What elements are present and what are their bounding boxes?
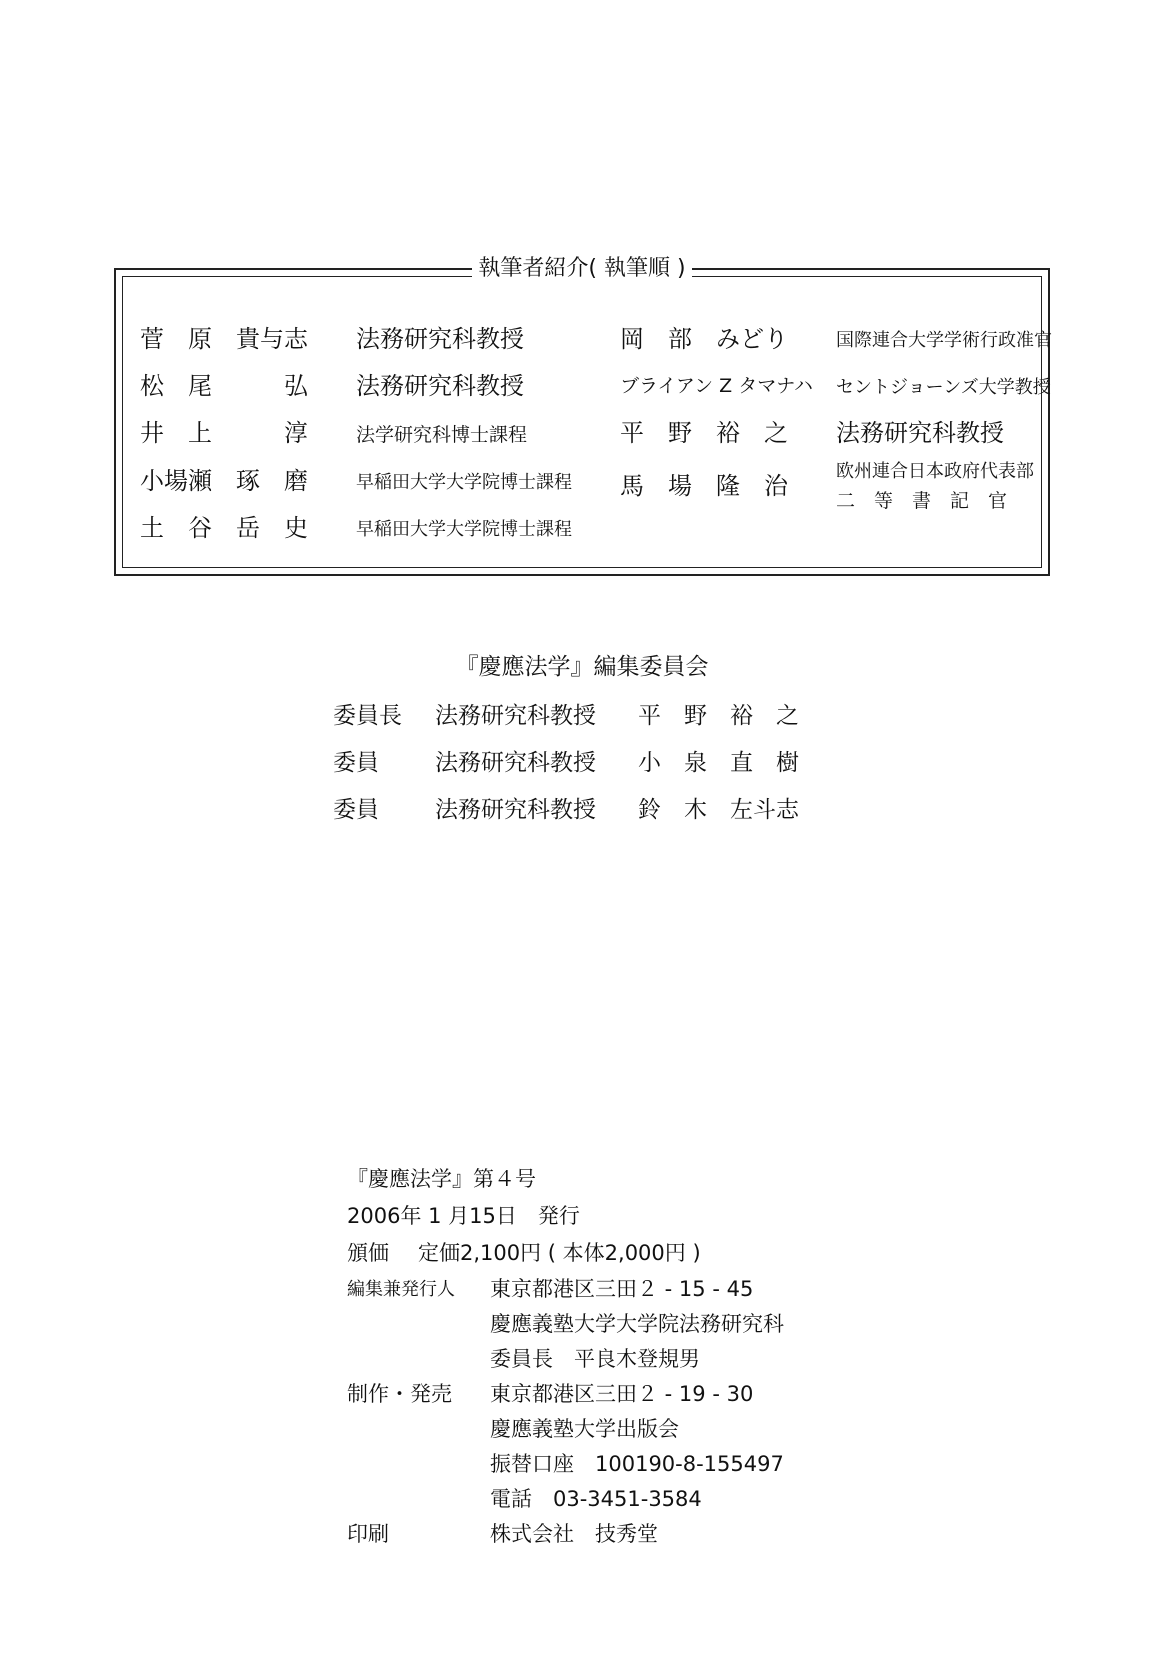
author-name: 菅 原 貴与志 [140,325,308,353]
author-title: 早稲田大学大学院博士課程 [356,519,572,540]
author-title: 欧州連合日本政府代表部 [836,461,1034,482]
committee-name: 鈴 木 左斗志 [638,797,799,823]
author-name: 岡 部 みどり [620,325,788,353]
committee-role: 委員 [333,797,379,823]
author-title: 法務研究科教授 [836,419,1004,447]
colophon-producer-line: 慶應義塾大学出版会 [490,1417,679,1441]
author-title: セントジョーンズ大学教授 [836,377,1051,398]
colophon-date: 2006年 1 月15日 発行 [347,1204,580,1228]
author-name: 小場瀬 琢 磨 [140,467,308,495]
committee-role: 委員長 [333,703,402,729]
colophon-producer-line: 東京都港区三田２ - 19 - 30 [490,1382,754,1406]
author-title: 法務研究科教授 [356,325,524,353]
author-name: 松 尾 弘 [140,372,308,400]
colophon-producer-line: 電話 03-3451-3584 [490,1487,702,1511]
committee-heading: 『慶應法学』編集委員会 [455,654,709,680]
author-title: 早稲田大学大学院博士課程 [356,472,572,493]
author-title: 法学研究科博士課程 [356,424,528,446]
author-name: 馬 場 隆 治 [620,472,788,500]
committee-title: 法務研究科教授 [435,750,596,776]
committee-title: 法務研究科教授 [435,703,596,729]
colophon-editor-line: 東京都港区三田２ - 15 - 45 [490,1277,754,1301]
colophon-price-label: 頒価 [347,1241,389,1265]
authors-box-title-wrap [0,256,1164,282]
colophon-producer-label: 制作・発売 [347,1382,452,1406]
authors-box-title: 執筆者紹介( 執筆順 ) [472,256,691,282]
author-title: 法務研究科教授 [356,372,524,400]
author-row [140,325,308,353]
colophon-price: 定価2,100円 ( 本体2,000円 ) [418,1241,701,1265]
author-name: 井 上 淳 [140,419,308,447]
committee-title: 法務研究科教授 [435,797,596,823]
colophon-producer-line: 振替口座 100190-8-155497 [490,1452,784,1476]
colophon-printer-label: 印刷 [347,1522,389,1546]
committee-name: 小 泉 直 樹 [638,750,799,776]
author-name: 平 野 裕 之 [620,419,788,447]
colophon-editor-line: 委員長 平良木登規男 [490,1347,700,1371]
colophon-editor-label: 編集兼発行人 [347,1279,455,1300]
colophon-printer: 株式会社 技秀堂 [490,1522,658,1546]
colophon-journal: 『慶應法学』第４号 [347,1167,536,1191]
committee-role: 委員 [333,750,379,776]
author-title-line2: 二 等 書 記 官 [836,490,1008,512]
author-name: ブライアン Z タマナハ [620,375,814,397]
author-name: 土 谷 岳 史 [140,514,308,542]
author-title: 国際連合大学学術行政准官 [836,330,1052,351]
colophon-editor-line: 慶應義塾大学大学院法務研究科 [490,1312,784,1336]
committee-name: 平 野 裕 之 [638,703,799,729]
